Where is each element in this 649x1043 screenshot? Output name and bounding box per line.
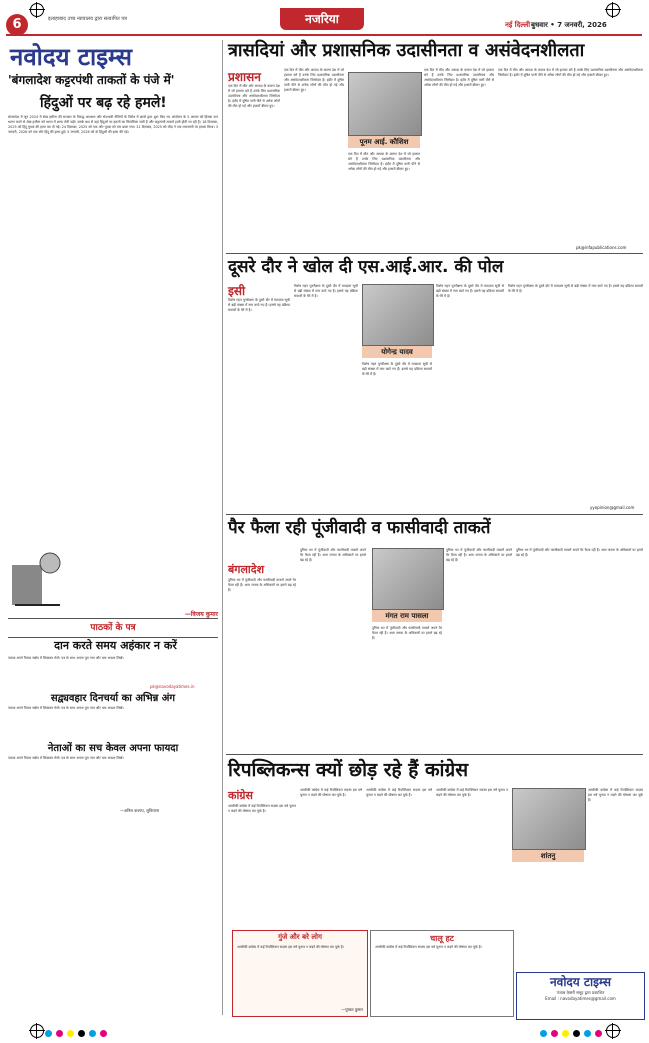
poem-title: गुंजे और बरे लोग	[278, 933, 322, 941]
letter-2-title: सद्व्यवहार दिनचर्या का अभिन्न अंग	[50, 693, 176, 704]
article2-email: yyopinion@gmail.com	[590, 505, 635, 510]
date-line: बुधवार • 7 जनवरी, 2026	[531, 21, 607, 29]
poem-box	[232, 930, 368, 1017]
imprint-box	[516, 972, 645, 1020]
article2-byline: योगेन्द्र यादव	[362, 346, 432, 358]
column-divider	[222, 40, 223, 1015]
article2-col2: विशेष गहन पुनरीक्षण के दूसरे दौर में मतदाता सूची से बड़ी संख्या में नाम काटे गए हैं। इससे यह प्रक्रिया सवालों के घेरे में है।	[294, 284, 358, 298]
registration-mark	[30, 3, 44, 17]
author-photo	[372, 548, 444, 610]
article3-col3: दुनिया भर में पूंजीवादी और फासीवादी ताकतें अपने पैर फैला रही हैं। आम जनता के अधिकारों पर हमले बढ़ रहे हैं।	[372, 626, 442, 640]
article4-headline: रिपब्लिकन्स क्यों छोड़ रहे हैं कांग्रेस	[228, 759, 469, 781]
editorial-body: बंगलादेश में जून 2024 में शेख हसीना की सरकार के विरुद्ध आरक्षण और भेदभावी नीतियों के विरोध में छात्रों द्वारा शुरू किए गए आंदोलन के 5 अगस्त को हिंसक रूप धारण करने से शेख हसीना को भारत में शरण लेनी पड़ी। उसके बाद से वहां हिंदुओं पर हमलों का सिलसिला जारी है और कट्टरपंथी ताकतें हावी होती जा रही हैं। 18 दिसम्बर, 2025 को हिंदू युवक की हत्या कर दी गई। 24 दिसम्बर, 2025 को एक और युवक को मार डाला गया। 31 दिसम्बर, 2025 को भीड़ ने एक व्यवसायी पर हमला किया। 3 जनवरी, 2026 को एक और हिंदू की हत्या हुई। 5 जनवरी, 2026 को दो हिंदुओं की हत्या की गई।	[8, 115, 218, 134]
publisher-line: इलाहाबाद उच्च न्यायालय द्वारा सत्यापित पत्र	[48, 16, 127, 22]
letter-3-author: —अनिल कश्यप, लुधियाना	[120, 808, 160, 813]
article1-headline: त्रासदियां और प्रशासनिक उदासीनता व असंवेदनशीलता	[228, 40, 585, 61]
article-rule	[226, 754, 643, 755]
imprint-body: पंजाब केसरी समूह द्वारा प्रकाशित	[556, 990, 605, 995]
article1-col1: एक दिन में मौत और आपदा के कारण देश में जो हालात बने हैं उनके लिए प्रशासनिक उदासीनता और असंवेदनशीलता जिम्मेदार है। इंदौर में दूषित पानी पीने से अनेक लोगों की मौत हो गई और हजारों बीमार हुए।	[228, 84, 280, 108]
article1-col4: एक दिन में मौत और आपदा के कारण देश में जो हालात बने हैं उनके लिए प्रशासनिक उदासीनता और असंवेदनशीलता जिम्मेदार है। इंदौर में दूषित पानी पीने से अनेक लोगों की मौत हो गई और हजारों बीमार हुए।	[424, 68, 494, 87]
color-bar-left	[45, 1030, 107, 1037]
editorial-title-1: 'बंगलादेश कट्टरपंथी ताकतों के पंजे में'	[8, 73, 175, 87]
letter-2-body: पाठक अपने विचार संक्षेप में लिखकर भेजें। पत्र के साथ अपना पूरा नाम और पता अवश्य लिखें।	[8, 706, 124, 710]
article2-col3: विशेष गहन पुनरीक्षण के दूसरे दौर में मतदाता सूची से बड़ी संख्या में नाम काटे गए हैं। इससे यह प्रक्रिया सवालों के घेरे में है।	[362, 362, 432, 376]
article2-col1: विशेष गहन पुनरीक्षण के दूसरे दौर में मतदाता सूची से बड़ी संख्या में नाम काटे गए हैं। इससे यह प्रक्रिया सवालों के घेरे में है।	[228, 298, 290, 312]
article4-col3: अमरीकी कांग्रेस में कई रिपब्लिकन सदस्य इस वर्ष चुनाव न लड़ने की घोषणा कर चुके हैं।	[366, 788, 432, 797]
article2-col4: विशेष गहन पुनरीक्षण के दूसरे दौर में मतदाता सूची से बड़ी संख्या में नाम काटे गए हैं। इससे यह प्रक्रिया सवालों के घेरे में है।	[436, 284, 504, 298]
article3-col5: दुनिया भर में पूंजीवादी और फासीवादी ताकतें अपने पैर फैला रही हैं। आम जनता के अधिकारों पर हमले बढ़ रहे हैं।	[516, 548, 643, 557]
page-number: 6	[6, 14, 28, 36]
letters-email: pk@navodayatimes.in	[150, 684, 195, 689]
article3-byline: मंगत राम पासला	[372, 610, 442, 622]
editorial-title-2: हिंदुओं पर बढ़ रहे हमले!	[40, 95, 167, 111]
article2-dropcap: इसी	[228, 284, 246, 298]
article3-col4: दुनिया भर में पूंजीवादी और फासीवादी ताकतें अपने पैर फैला रही हैं। आम जनता के अधिकारों पर हमले बढ़ रहे हैं।	[446, 548, 512, 562]
article3-col1: दुनिया भर में पूंजीवादी और फासीवादी ताकतें अपने पैर फैला रही हैं। आम जनता के अधिकारों पर हमले बढ़ रहे हैं।	[228, 578, 296, 592]
article-rule	[226, 514, 643, 515]
poem-author: —पुष्कर कुमार	[341, 1007, 363, 1012]
article4-col4: अमरीकी कांग्रेस में कई रिपब्लिकन सदस्य इस वर्ष चुनाव न लड़ने की घोषणा कर चुके हैं।	[436, 788, 508, 797]
letter-1-body: पाठक अपने विचार संक्षेप में लिखकर भेजें। पत्र के साथ अपना पूरा नाम और पता अवश्य लिखें।	[8, 656, 124, 660]
author-photo	[348, 72, 422, 136]
article1-byline: पूनम आई. कौशिश	[348, 136, 420, 148]
article2-headline: दूसरे दौर ने खोल दी एस.आई.आर. की पोल	[228, 257, 504, 277]
imprint-email: Email : navodayatimes@gmail.com	[545, 996, 616, 1001]
article4-col5: अमरीकी कांग्रेस में कई रिपब्लिकन सदस्य इस वर्ष चुनाव न लड़ने की घोषणा कर चुके हैं।	[588, 788, 643, 802]
registration-mark	[606, 1024, 620, 1038]
article4-col1: अमरीकी कांग्रेस में कई रिपब्लिकन सदस्य इस वर्ष चुनाव न लड़ने की घोषणा कर चुके हैं।	[228, 804, 296, 813]
article-rule	[226, 253, 643, 254]
poem-body: अमरीकी कांग्रेस में कई रिपब्लिकन सदस्य इस वर्ष चुनाव न लड़ने की घोषणा कर चुके हैं।	[237, 945, 344, 949]
sidebar-body: अमरीकी कांग्रेस में कई रिपब्लिकन सदस्य इस वर्ष चुनाव न लड़ने की घोषणा कर चुके हैं।	[375, 945, 482, 949]
letters-header-bar	[8, 618, 218, 638]
article1-col5: एक दिन में मौत और आपदा के कारण देश में जो हालात बने हैं उनके लिए प्रशासनिक उदासीनता और असंवेदनशीलता जिम्मेदार है। इंदौर में दूषित पानी पीने से अनेक लोगों की मौत हो गई और हजारों बीमार हुए।	[498, 68, 643, 77]
editorial-cartoon	[10, 545, 65, 615]
masthead: नवोदय टाइम्स	[10, 43, 133, 71]
article4-byline: शांतनु	[512, 850, 584, 862]
article3-dropcap: बंगलादेश	[228, 563, 265, 576]
imprint-masthead: नवोदय टाइम्स	[549, 975, 611, 989]
color-bar-right	[540, 1030, 602, 1037]
letter-3-body: पाठक अपने विचार संक्षेप में लिखकर भेजें। पत्र के साथ अपना पूरा नाम और पता अवश्य लिखें।	[8, 756, 124, 760]
sidebar-box	[370, 930, 514, 1017]
article3-headline: पैर फैला रही पूंजीवादी व फासीवादी ताकतें	[228, 518, 491, 538]
registration-mark	[606, 3, 620, 17]
editorial-author: —विजय कुमार	[184, 611, 218, 618]
author-photo	[362, 284, 434, 346]
section-title: नजरिया	[280, 8, 364, 30]
article1-col3: एक दिन में मौत और आपदा के कारण देश में जो हालात बने हैं उनके लिए प्रशासनिक उदासीनता और असंवेदनशीलता जिम्मेदार है। इंदौर में दूषित पानी पीने से अनेक लोगों की मौत हो गई और हजारों बीमार हुए।	[348, 152, 420, 171]
header-rule	[6, 34, 642, 36]
article2-col5: विशेष गहन पुनरीक्षण के दूसरे दौर में मतदाता सूची से बड़ी संख्या में नाम काटे गए हैं। इससे यह प्रक्रिया सवालों के घेरे में है।	[508, 284, 643, 293]
cartoon-illustration	[10, 545, 65, 615]
author-photo	[512, 788, 586, 850]
article4-col2: अमरीकी कांग्रेस में कई रिपब्लिकन सदस्य इस वर्ष चुनाव न लड़ने की घोषणा कर चुके हैं।	[300, 788, 362, 797]
sidebar-title: चालू हट	[430, 934, 454, 943]
article1-col2: एक दिन में मौत और आपदा के कारण देश में जो हालात बने हैं उनके लिए प्रशासनिक उदासीनता और असंवेदनशीलता जिम्मेदार है। इंदौर में दूषित पानी पीने से अनेक लोगों की मौत हो गई और हजारों बीमार हुए।	[284, 68, 344, 92]
article1-email: pk@infapublications.com	[576, 245, 627, 250]
article4-dropcap: कांग्रेस	[228, 789, 253, 802]
registration-mark	[30, 1024, 44, 1038]
article1-dropcap: प्रशासन	[228, 70, 261, 84]
letter-3-title: नेताओं का सच केवल अपना फायदा	[47, 743, 179, 754]
article3-col2: दुनिया भर में पूंजीवादी और फासीवादी ताकतें अपने पैर फैला रही हैं। आम जनता के अधिकारों पर हमले बढ़ रहे हैं।	[300, 548, 366, 562]
city-name: नई दिल्ली	[505, 21, 531, 29]
letter-1-title: दान करते समय अहंकार न करें	[54, 639, 177, 652]
letters-heading: पाठकों के पत्र	[90, 623, 136, 633]
